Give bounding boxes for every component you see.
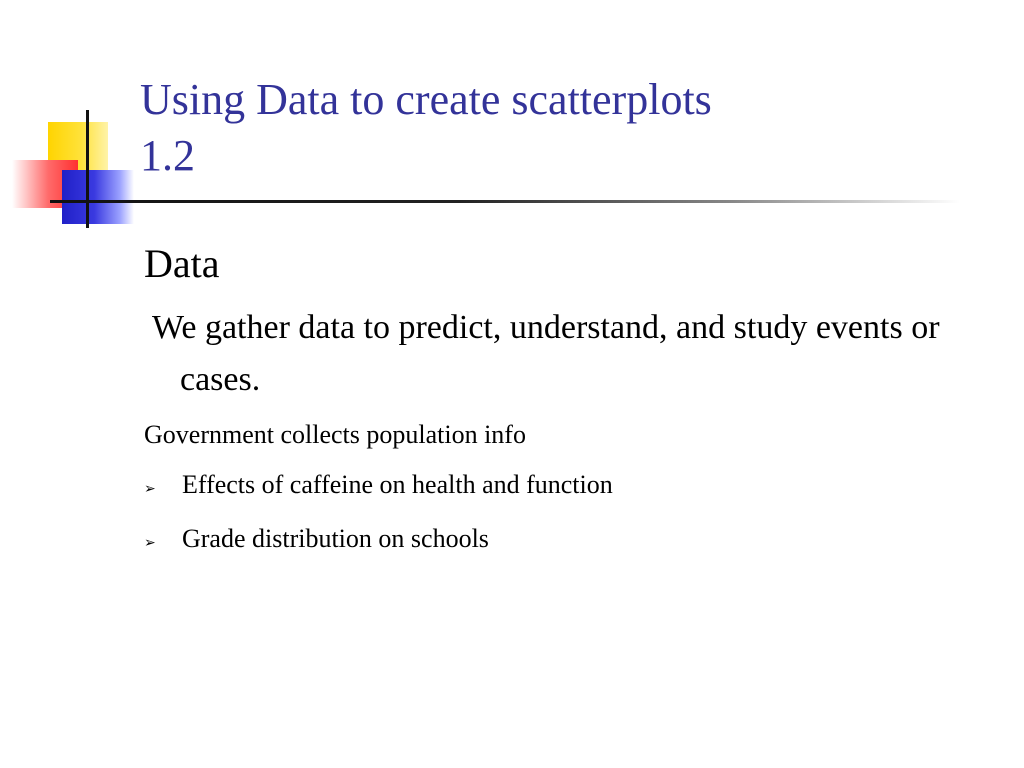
bullet-item	[144, 468, 964, 506]
slide-body	[144, 238, 964, 576]
bullet-text: Effects of caffeine on health and function	[182, 470, 613, 499]
text-line: Government collects population info	[144, 420, 526, 449]
bullet-item	[144, 522, 964, 560]
title-underline	[50, 200, 960, 203]
vertical-line	[86, 110, 89, 228]
section-heading: Data	[144, 241, 220, 286]
arrowhead-bullet-icon: ➢	[144, 481, 156, 497]
blue-square	[62, 170, 134, 224]
arrowhead-bullet-icon: ➢	[144, 535, 156, 551]
slide-title	[140, 72, 712, 184]
title-line-1: Using Data to create scatterplots	[140, 75, 712, 124]
title-line-2: 1.2	[140, 131, 195, 180]
decorative-logo	[0, 0, 160, 240]
bullet-text: Grade distribution on schools	[182, 524, 489, 553]
intro-paragraph: We gather data to predict, understand, and study events or cases.	[152, 309, 940, 398]
